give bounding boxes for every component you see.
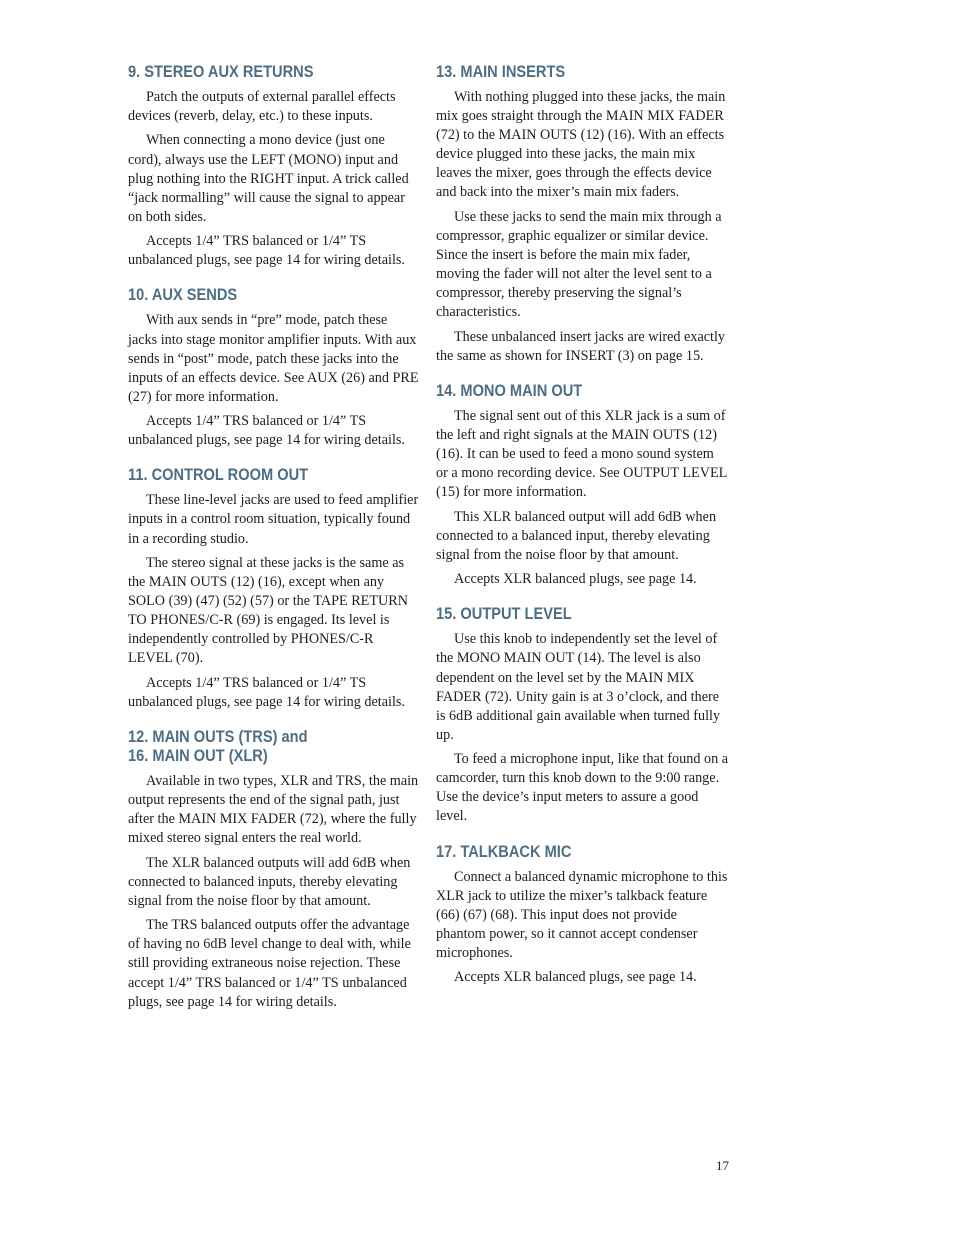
- left-column: [128, 62, 420, 1027]
- section-heading: [436, 842, 688, 861]
- body-paragraph: The XLR balanced outputs will add 6dB when connected to balanced inputs, thereby elevating signal from the noise floor by that amount.: [128, 854, 411, 909]
- body-paragraph: Accepts XLR balanced plugs, see page 14.: [454, 571, 697, 588]
- section-heading: [436, 604, 688, 623]
- section-heading: [436, 381, 688, 400]
- section-heading: [128, 465, 379, 484]
- body-paragraph: These unbalanced insert jacks are wired exactly the same as shown for INSERT (3) on page 15.: [436, 328, 726, 364]
- body-paragraph: This XLR balanced output will add 6dB when connected to a balanced input, thereby elevating signal from the noise floor by that amount.: [436, 508, 717, 563]
- body-paragraph: Use these jacks to send the main mix through a compressor, graphic equalizer or similar device. Since the insert is before the main mix fader, moving the fader will not alter the level sent to a compressor, thereby preserving the signal’s characteristics.: [436, 208, 722, 321]
- section-heading-line: 17. TALKBACK MIC: [436, 841, 572, 861]
- section: [128, 465, 420, 712]
- body-paragraph: With aux sends in “pre” mode, patch these jacks into stage monitor amplifier inputs. With aux sends in “post” mode, patch these jacks into the inputs of an effects device. See AUX (26) and PRE (27) for more information.: [128, 312, 419, 405]
- section-heading-line: 9. STEREO AUX RETURNS: [128, 62, 314, 81]
- section: [436, 381, 729, 589]
- section: [128, 285, 420, 450]
- section-heading-line: 11. CONTROL ROOM OUT: [128, 465, 309, 485]
- section-heading-line: 16. MAIN OUT (XLR): [128, 746, 268, 766]
- section: [436, 842, 729, 988]
- section-heading-line: 14. MONO MAIN OUT: [436, 380, 583, 400]
- body-paragraph: Use this knob to independently set the level of the MONO MAIN OUT (14). The level is also dependent on the level set by the MAIN MIX FADER (72). Unity gain is at 3 o’clock, and there is 6dB additional gain available when turned fully up.: [436, 631, 721, 743]
- body-paragraph: To feed a microphone input, like that found on a camcorder, turn this knob down to the 9:00 range. Use the device’s input meters to assure a good level.: [436, 751, 729, 825]
- body-paragraph: Accepts 1/4” TRS balanced or 1/4” TS unbalanced plugs, see page 14 for wiring details.: [128, 674, 405, 710]
- body-paragraph: Accepts 1/4” TRS balanced or 1/4” TS unbalanced plugs, see page 14 for wiring details.: [128, 233, 405, 269]
- body-paragraph: The stereo signal at these jacks is the same as the MAIN OUTS (12) (16), except when any SOLO (39) (47) (52) (57) or the TAPE RETURN TO PHONES/C-R (69) is engaged. Its level is independently controlled by PHONES/C-R LEVEL (70).: [128, 554, 408, 667]
- body-paragraph: Patch the outputs of external parallel effects devices (reverb, delay, etc.) to these inputs.: [128, 89, 396, 125]
- body-paragraph: The signal sent out of this XLR jack is a sum of the left and right signals at the MAIN OUTS (12) (16). It can be used to feed a mono sound system or a mono recording device. See OUTPUT LEVEL (15) for more information.: [436, 407, 727, 501]
- body-paragraph: Accepts XLR balanced plugs, see page 14.: [454, 969, 697, 986]
- body-paragraph: Available in two types, XLR and TRS, the main output represents the end of the signal path, just after the MAIN MIX FADER (72), where the fully mixed stereo signal enters the real world.: [128, 773, 419, 847]
- section: [436, 604, 729, 826]
- body-paragraph: When connecting a mono device (just one cord), always use the LEFT (MONO) input and plug nothing into the RIGHT input. A trick called “jack normalling” will cause the signal to appear on both sides.: [128, 132, 409, 225]
- section-heading: [436, 62, 688, 81]
- section-heading-line: 15. OUTPUT LEVEL: [436, 604, 572, 624]
- body-paragraph: With nothing plugged into these jacks, the main mix goes straight through the MAIN MIX FADER (72) to the MAIN OUTS (12) (16). With an effects device plugged into these jacks, the main mix leaves the mixer, goes through the effects device and back into the mixer’s main mix faders.: [436, 89, 726, 201]
- body-paragraph: These line-level jacks are used to feed amplifier inputs in a control room situation, typically found in a recording studio.: [128, 492, 419, 547]
- section-heading: [128, 727, 379, 765]
- section-heading-line: 13. MAIN INSERTS: [436, 62, 566, 81]
- section: [436, 62, 729, 366]
- section-heading: [128, 62, 379, 81]
- section: [128, 727, 420, 1012]
- body-paragraph: The TRS balanced outputs offer the advantage of having no 6dB level change to deal with, while still providing extraneous noise rejection. These accept 1/4” TRS balanced or 1/4” TS unbalanced plugs, see page 14 for wiring details.: [128, 917, 411, 1010]
- section-heading-line: 10. AUX SENDS: [128, 285, 238, 305]
- body-paragraph: Connect a balanced dynamic microphone to this XLR jack to utilize the mixer’s talkback feature (66) (67) (68). This input does not provide phantom power, so it cannot accept condenser microphones.: [436, 868, 728, 961]
- body-paragraph: Accepts 1/4” TRS balanced or 1/4” TS unbalanced plugs, see page 14 for wiring details.: [128, 413, 405, 449]
- right-column: [436, 62, 729, 1002]
- page-number: 17: [716, 1158, 729, 1173]
- section-heading-line: 12. MAIN OUTS (TRS) and: [128, 727, 308, 747]
- section: [128, 62, 420, 270]
- section-heading: [128, 285, 379, 304]
